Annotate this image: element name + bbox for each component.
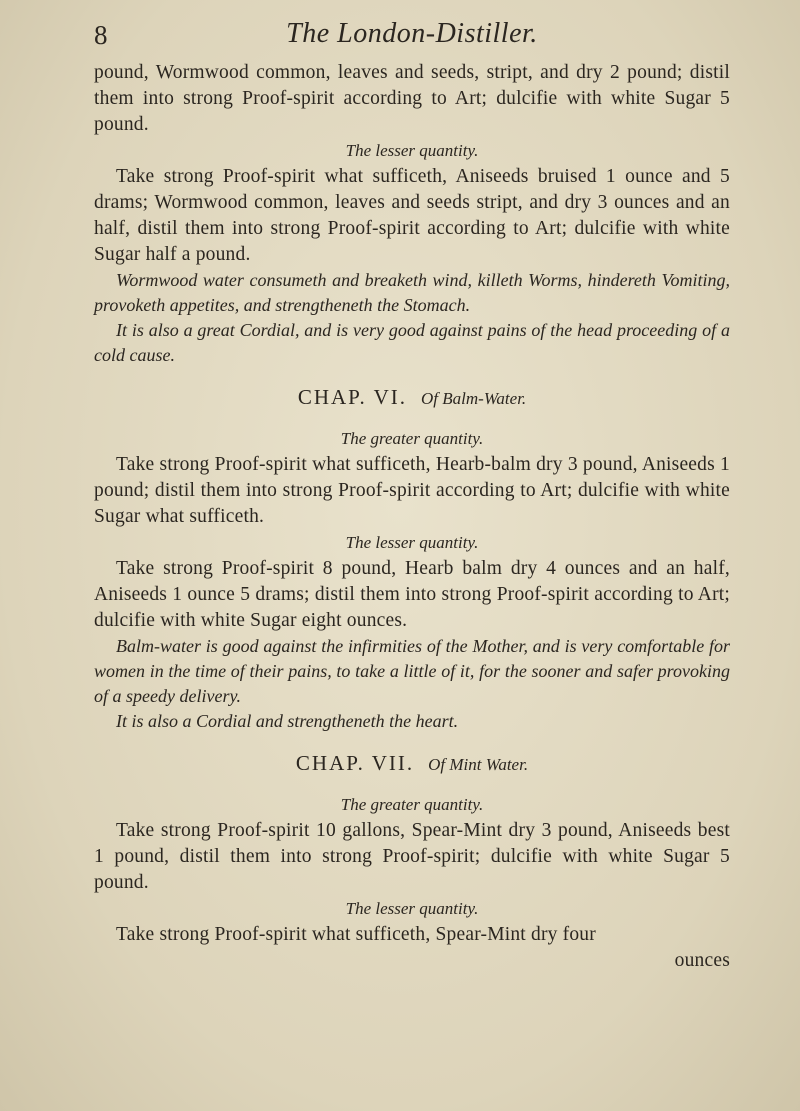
recipe-paragraph: Take strong Proof-spirit 10 gallons, Spear-Mint dry 3 pound, Aniseeds best 1 pound, distil them into strong Proof-spirit; dulcifie with white Sugar 5 pound. [94, 820, 730, 893]
chapter-title: Of Balm-Water. [421, 389, 527, 408]
chapter-number: CHAP. VI. [297, 385, 408, 409]
recipe-paragraph: Take strong Proof-spirit what sufficeth, Hearb-balm dry 3 pound, Aniseeds 1 pound; distil them into strong Proof-spirit according to Art; dulcifie with white Sugar what sufficeth. [94, 454, 730, 527]
recipe-paragraph: Take strong Proof-spirit 8 pound, Hearb balm dry 4 ounces and an half, Aniseeds 1 ounce 5 drams; distil them into strong Proof-spirit according to Art; dulcifie with white Sugar eight ounces. [94, 558, 730, 631]
quantity-heading: The greater quantity. [340, 795, 484, 814]
italic-note: Balm-water is good against the infirmities of the Mother, and is very comfortable for women in the time of their pains, to take a little of it, for the sooner and safer provoking of a speedy delivery. [94, 636, 730, 706]
page-body [94, 60, 730, 974]
quantity-heading: The lesser quantity. [345, 899, 479, 918]
quantity-heading: The lesser quantity. [345, 533, 479, 552]
page-number: 8 [94, 20, 108, 50]
chapter-heading [94, 382, 730, 414]
quantity-heading: The lesser quantity. [345, 141, 479, 160]
italic-note: Wormwood water consumeth and breaketh wind, killeth Worms, hindereth Vomiting, provoketh appetites, and strengtheneth the Stomach. [94, 270, 730, 315]
recipe-paragraph: pound, Wormwood common, leaves and seeds, stript, and dry 2 pound; distil them into strong Proof-spirit according to Art; dulcifie with white Sugar 5 pound. [94, 62, 730, 135]
chapter-title: Of Mint Water. [428, 755, 529, 774]
page-header [94, 14, 730, 60]
chapter-heading [94, 748, 730, 780]
italic-note: It is also a great Cordial, and is very good against pains of the head proceeding of a cold cause. [94, 320, 730, 365]
recipe-paragraph: Take strong Proof-spirit what sufficeth, Spear-Mint dry four [116, 924, 596, 945]
recipe-paragraph: Take strong Proof-spirit what sufficeth, Aniseeds bruised 1 ounce and 5 drams; Wormwood common, leaves and seeds stript, and dry 3 ounces and an half, distil them into strong Proof-spirit according to Art; dulcifie with white Sugar half a pound. [94, 166, 730, 265]
chapter-number: CHAP. VII. [295, 751, 415, 775]
running-title: The London-Distiller. [286, 18, 538, 49]
quantity-heading: The greater quantity. [340, 429, 484, 448]
catchword: ounces [674, 950, 730, 971]
italic-note: It is also a Cordial and strengtheneth the heart. [116, 711, 459, 731]
